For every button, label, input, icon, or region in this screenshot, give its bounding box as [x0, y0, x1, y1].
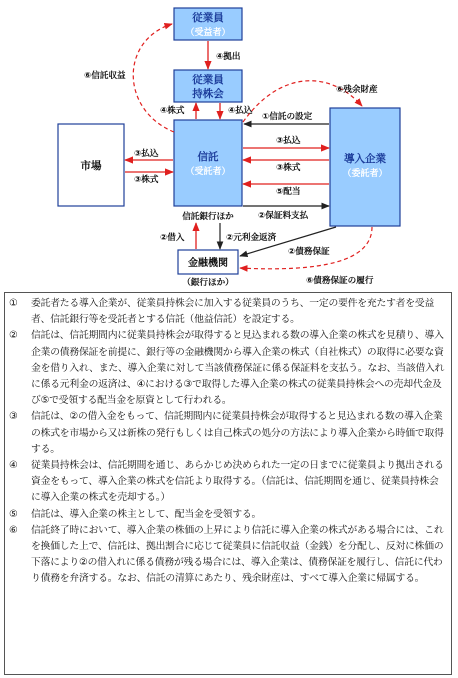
bank-title: 金融機関	[188, 258, 228, 269]
trust-box	[174, 120, 242, 222]
bank-box	[178, 250, 238, 288]
scheme-diagram	[0, 0, 458, 292]
label-hosho-shiharai: ②保証料支払	[258, 211, 309, 221]
note-text: 従業員持株会は、信託期間を通じ、あらかじめ決められた一定の日までに従業員より拠出される資金をもって、導入企業の株式を信託より取得する。（信託は、信託期間を通じ、従業員持株会に導入企業の株式を売却する。）	[31, 460, 444, 504]
label-haraikomi3-right: ③払込	[276, 136, 301, 146]
company-box	[330, 108, 400, 226]
label-kariire: ②借入	[160, 233, 185, 243]
label-haito: ⑤配当	[276, 187, 301, 197]
market-title: 市場	[80, 160, 102, 172]
note-text: 信託は、導入企業の株主として、配当金を受領する。	[31, 508, 262, 520]
label-kabushiki4: ④株式	[160, 106, 185, 116]
trust-caption: 信託銀行ほか	[182, 212, 234, 222]
esop-title-2: 持株会	[192, 88, 224, 100]
label-kabushiki3-left: ③株式	[134, 175, 159, 185]
label-haraikomi3-left: ③払込	[134, 149, 159, 159]
esop-box	[174, 70, 242, 102]
employee-role: （受益者）	[185, 28, 231, 38]
note-number: ⑥	[9, 524, 18, 536]
note-text: 委託者たる導入企業が、従業員持株会に加入する従業員のうち、一定の要件を充たす者を受益者、信託銀行等を受託者とする信託（他益信託）を設定する。	[31, 298, 435, 326]
note-text: 信託は、②の借入金をもって、信託期間内に従業員持株会が取得すると見込まれる数の導入企業の株式を市場から又は新株の発行もしくは自己株式の処分の方法により導入企業から時価で取得する。	[31, 411, 444, 455]
label-saimu-hosho: ②債務保証	[288, 247, 330, 257]
label-kyoshutsu: ④拠出	[216, 52, 241, 62]
bank-caption: （銀行ほか）	[182, 278, 234, 288]
label-haraikomi4: ④払込	[228, 106, 253, 116]
note-number: ⑤	[9, 508, 18, 520]
trust-title: 信託	[197, 151, 219, 163]
label-ganri-hensai: ②元利金返済	[226, 233, 277, 243]
note-6	[9, 523, 447, 588]
label-shintaku-settei: ①信託の設定	[262, 112, 313, 122]
label-shintaku-shueki: ⑥信託収益	[84, 71, 126, 81]
explanation-notes	[4, 292, 452, 675]
note-number: ②	[9, 330, 18, 342]
note-5	[9, 507, 447, 523]
trust-role: （受託者）	[185, 167, 231, 177]
note-text: 信託は、信託期間内に従業員持株会が取得すると見込まれる数の導入企業の株式を見積り、導入企業の債務保証を前提に、銀行等の金融機関から導入企業の株式（自社株式）の取得に必要な資金を借り入れ、また、導入企業に対して当該債務保証に係る保証料を支払う。なお、当該借入れに係る元利金の返済は、④における③で取得した導入企業の株式の従業員持株会への売却代金及び⑤で受領する配当金を原資として行われる。	[31, 330, 445, 407]
label-zanyo-zaisan: ⑥残余財産	[336, 85, 378, 95]
company-title: 導入企業	[344, 153, 386, 165]
market-box	[58, 124, 124, 206]
employee-title: 従業員	[192, 12, 224, 24]
note-3	[9, 409, 447, 458]
note-2	[9, 328, 447, 409]
note-number: ①	[9, 298, 18, 309]
label-kabushiki3-right: ③株式	[276, 163, 301, 173]
employee-box	[174, 8, 242, 40]
note-1	[9, 296, 447, 328]
note-4	[9, 458, 447, 507]
note-text: 信託終了時において、導入企業の株価の上昇により信託に導入企業の株式がある場合には、これを換価した上で、信託は、拠出割合に応じて従業員に信託収益（金銭）を分配し、反対に株価の下落により②の借入れに係る債務が残る場合には、導入企業は、債務保証を履行し、信託に代わり債務を弁済する。なお、信託の清算にあたり、残余財産は、すべて導入企業に帰属する。	[31, 524, 444, 585]
note-number: ④	[9, 460, 18, 472]
label-hosho-rikou: ⑥債務保証の履行	[306, 276, 374, 286]
esop-title-1: 従業員	[192, 74, 224, 86]
company-role: （委託者）	[342, 169, 388, 179]
note-number: ③	[9, 411, 18, 423]
